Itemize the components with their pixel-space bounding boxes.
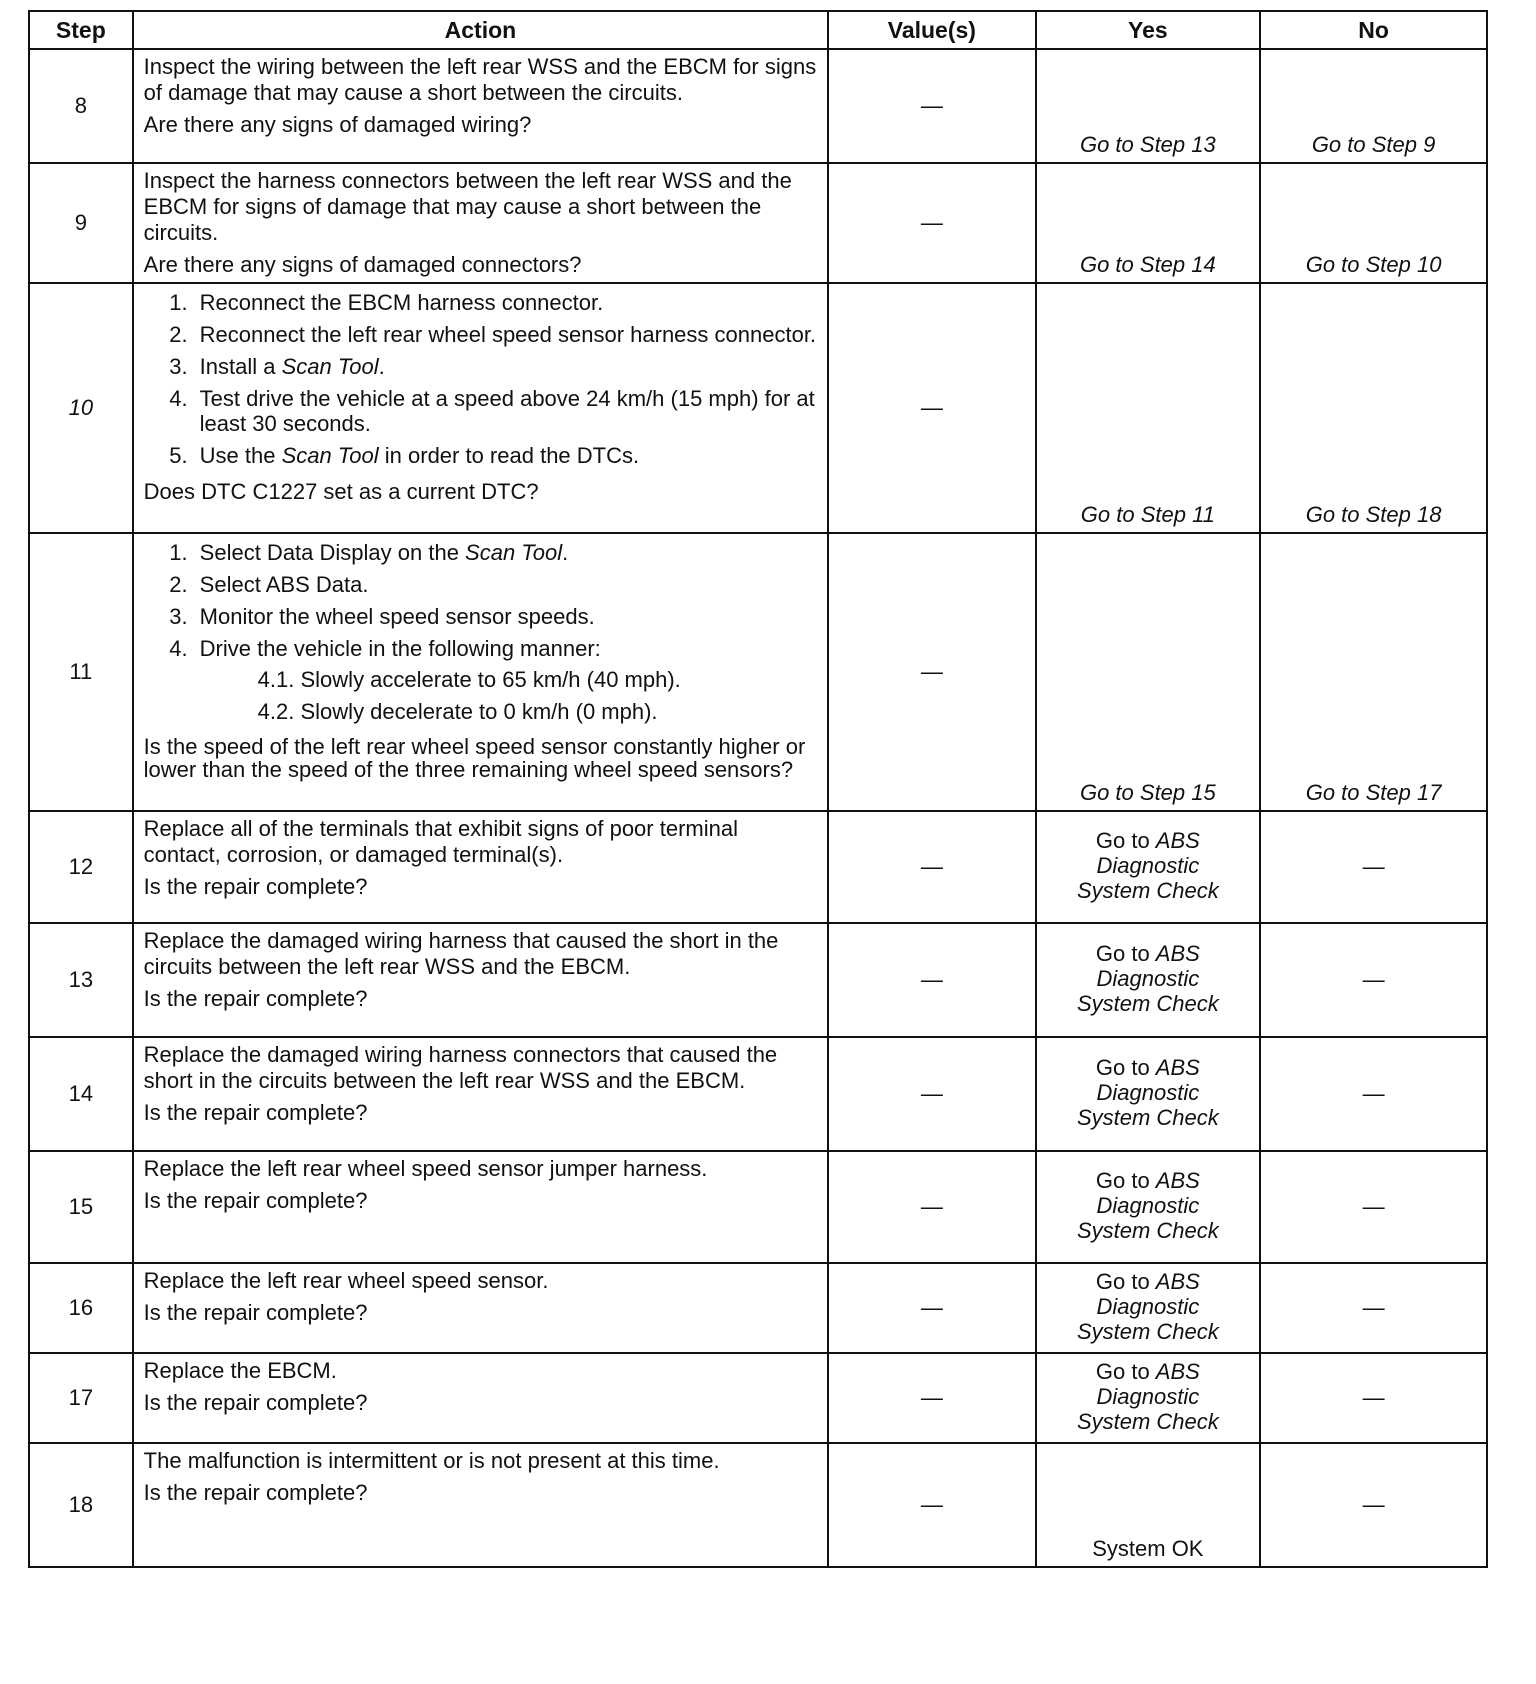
list-item: 3. Monitor the wheel speed sensor speeds. [194,604,820,629]
sub-list [200,667,820,724]
no-cell: Go to Step 17 [1260,533,1487,811]
action-question: Is the repair complete? [143,874,368,899]
goto-text: Go to [1095,1268,1156,1294]
no-cell: Go to Step 9 [1260,49,1487,163]
sub-list-number: 4.2. [257,699,295,724]
action-text: Replace the EBCM. [143,1358,337,1383]
goto-text: Go to [1095,1054,1156,1080]
header-no: No [1260,11,1487,49]
table-row [29,923,1487,1037]
value-cell: — [828,283,1035,533]
action-question: Is the repair complete? [143,1480,368,1505]
value-cell: — [828,1151,1035,1263]
abs-check-line3: System Check [1076,990,1219,1016]
abs-check-line1 [1037,1269,1260,1294]
action-cell [133,1443,829,1567]
abs-check-line1 [1037,1359,1260,1384]
no-cell: — [1260,1353,1487,1443]
header-step: Step [29,11,133,49]
yes-cell [1036,1263,1261,1353]
no-cell: Go to Step 18 [1260,283,1487,533]
value-cell: — [828,1443,1035,1567]
table-row [29,283,1487,533]
value-cell: — [828,533,1035,811]
no-cell: — [1260,1443,1487,1567]
no-cell: — [1260,1151,1487,1263]
yes-cell: Go to Step 11 [1036,283,1261,533]
action-cell [133,533,829,811]
yes-cell [1036,1353,1261,1443]
header-yes: Yes [1036,11,1261,49]
value-cell: — [828,163,1035,283]
step-number: 12 [29,811,133,923]
goto-text: Go to [1095,1167,1156,1193]
abs-check-line2: Diagnostic [1096,1293,1200,1319]
value-cell: — [828,1353,1035,1443]
sub-list-text: Slowly accelerate to 65 km/h (40 mph). [300,667,681,692]
abs-check-line2: Diagnostic [1096,1079,1200,1105]
sub-list-item [252,699,820,724]
step-number: 16 [29,1263,133,1353]
goto-text: Go to [1095,827,1156,853]
scan-tool-text: Scan Tool [281,443,379,468]
sub-list-number: 4.1. [257,667,295,692]
abs-check-line3: System Check [1076,1318,1219,1344]
no-cell: Go to Step 10 [1260,163,1487,283]
list-item [194,443,820,468]
action-cell [133,1263,829,1353]
header-values: Value(s) [828,11,1035,49]
action-cell [133,1353,829,1443]
action-question: Does DTC C1227 set as a current DTC? [143,479,539,504]
yes-cell [1036,1151,1261,1263]
list-item-text: Drive the vehicle in the following manner: [199,636,601,661]
abs-check-line3: System Check [1076,1408,1219,1434]
list-item-text: Use the [199,443,282,468]
scan-tool-text: Scan Tool [281,354,379,379]
abs-check-line1 [1037,828,1260,853]
abs-check-line2: Diagnostic [1096,1192,1200,1218]
table-row [29,811,1487,923]
step-number: 14 [29,1037,133,1151]
abs-check-line2: Diagnostic [1096,852,1200,878]
table-row [29,163,1487,283]
step-number: 11 [29,533,133,811]
step-number: 9 [29,163,133,283]
header-row [29,11,1487,49]
action-cell [133,49,829,163]
list-item: 3. Install a Scan Tool. [194,354,820,379]
step-number: 10 [29,283,133,533]
abs-check-line1 [1037,1055,1260,1080]
action-question: Are there any signs of damaged wiring? [143,112,532,137]
table-row [29,49,1487,163]
scan-tool-text: Scan Tool [465,540,563,565]
table-row [29,1443,1487,1567]
list-item: 4. Test drive the vehicle at a speed above 24 km/h (15 mph) for at least 30 seconds. [194,386,820,436]
no-cell: — [1260,923,1487,1037]
yes-cell: Go to Step 15 [1036,533,1261,811]
abs-check-line3: System Check [1076,1217,1219,1243]
list-item: 2. Select ABS Data. [194,572,820,597]
diagnostic-table [28,10,1488,1568]
abs-text: ABS [1155,827,1200,853]
yes-cell: Go to Step 14 [1036,163,1261,283]
list-item-text: Select Data Display on the [199,540,466,565]
list-item: 1. Select Data Display on the Scan Tool. [194,540,820,565]
value-cell: — [828,923,1035,1037]
action-question: Is the speed of the left rear wheel speed sensor constantly higher or lower than the speed of the three remaining wheel speed sensors? [143,734,806,782]
sub-list-text: Slowly decelerate to 0 km/h (0 mph). [300,699,658,724]
list-item: 2. Reconnect the left rear wheel speed sensor harness connector. [194,322,820,347]
action-cell [133,811,829,923]
yes-cell [1036,923,1261,1037]
action-question: Is the repair complete? [143,986,368,1011]
goto-text: Go to [1095,940,1156,966]
abs-check-line3: System Check [1076,877,1219,903]
action-question: Are there any signs of damaged connectors? [143,252,582,277]
yes-cell [1036,1037,1261,1151]
action-text: The malfunction is intermittent or is not present at this time. [143,1448,720,1473]
goto-text: Go to [1095,1358,1156,1384]
abs-text: ABS [1155,1268,1200,1294]
table-row [29,1037,1487,1151]
list-item-text: in order to read the DTCs. [378,443,640,468]
no-cell: — [1260,811,1487,923]
step-number: 15 [29,1151,133,1263]
table-row [29,533,1487,811]
action-cell [133,163,829,283]
action-text: Replace the damaged wiring harness that caused the short in the circuits between the left rear WSS and the EBCM. [143,928,779,979]
action-text: Replace the left rear wheel speed sensor. [143,1268,549,1293]
value-cell: — [828,1263,1035,1353]
value-cell: — [828,1037,1035,1151]
step-number: 17 [29,1353,133,1443]
step-number: 18 [29,1443,133,1567]
list-item-text: Install a [199,354,282,379]
action-question: Is the repair complete? [143,1300,368,1325]
step-number: 13 [29,923,133,1037]
step-number: 8 [29,49,133,163]
no-cell: — [1260,1037,1487,1151]
abs-text: ABS [1155,1358,1200,1384]
value-cell: — [828,49,1035,163]
abs-text: ABS [1155,1054,1200,1080]
action-text: Replace all of the terminals that exhibit signs of poor terminal contact, corrosion, or damaged terminal(s). [143,816,738,867]
action-question: Is the repair complete? [143,1390,368,1415]
abs-check-line3: System Check [1076,1104,1219,1130]
table-row [29,1151,1487,1263]
action-question: Is the repair complete? [143,1188,368,1213]
action-text: Replace the damaged wiring harness connectors that caused the short in the circuits between the left rear WSS and the EBCM. [143,1042,778,1093]
sub-list-item [252,667,820,692]
yes-cell [1036,811,1261,923]
abs-check-line2: Diagnostic [1096,1383,1200,1409]
value-cell: — [828,811,1035,923]
action-text: Inspect the harness connectors between the left rear WSS and the EBCM for signs of damage that may cause a short between the circuits. [143,168,792,245]
action-cell [133,1037,829,1151]
action-cell [133,1151,829,1263]
action-question: Is the repair complete? [143,1100,368,1125]
action-cell [133,923,829,1037]
abs-check-line1 [1037,941,1260,966]
list-item: 1. Reconnect the EBCM harness connector. [194,290,820,315]
abs-text: ABS [1155,1167,1200,1193]
list-item [194,636,820,724]
header-action: Action [133,11,829,49]
yes-cell: System OK [1036,1443,1261,1567]
action-text: Replace the left rear wheel speed sensor jumper harness. [143,1156,708,1181]
table-row [29,1263,1487,1353]
abs-text: ABS [1155,940,1200,966]
table-row [29,1353,1487,1443]
action-list [144,290,820,475]
action-list [144,540,820,731]
abs-check-line2: Diagnostic [1096,965,1200,991]
yes-cell: Go to Step 13 [1036,49,1261,163]
action-text: Inspect the wiring between the left rear WSS and the EBCM for signs of damage that may cause a short between the circuits. [143,54,817,105]
abs-check-line1 [1037,1168,1260,1193]
no-cell: — [1260,1263,1487,1353]
action-cell [133,283,829,533]
